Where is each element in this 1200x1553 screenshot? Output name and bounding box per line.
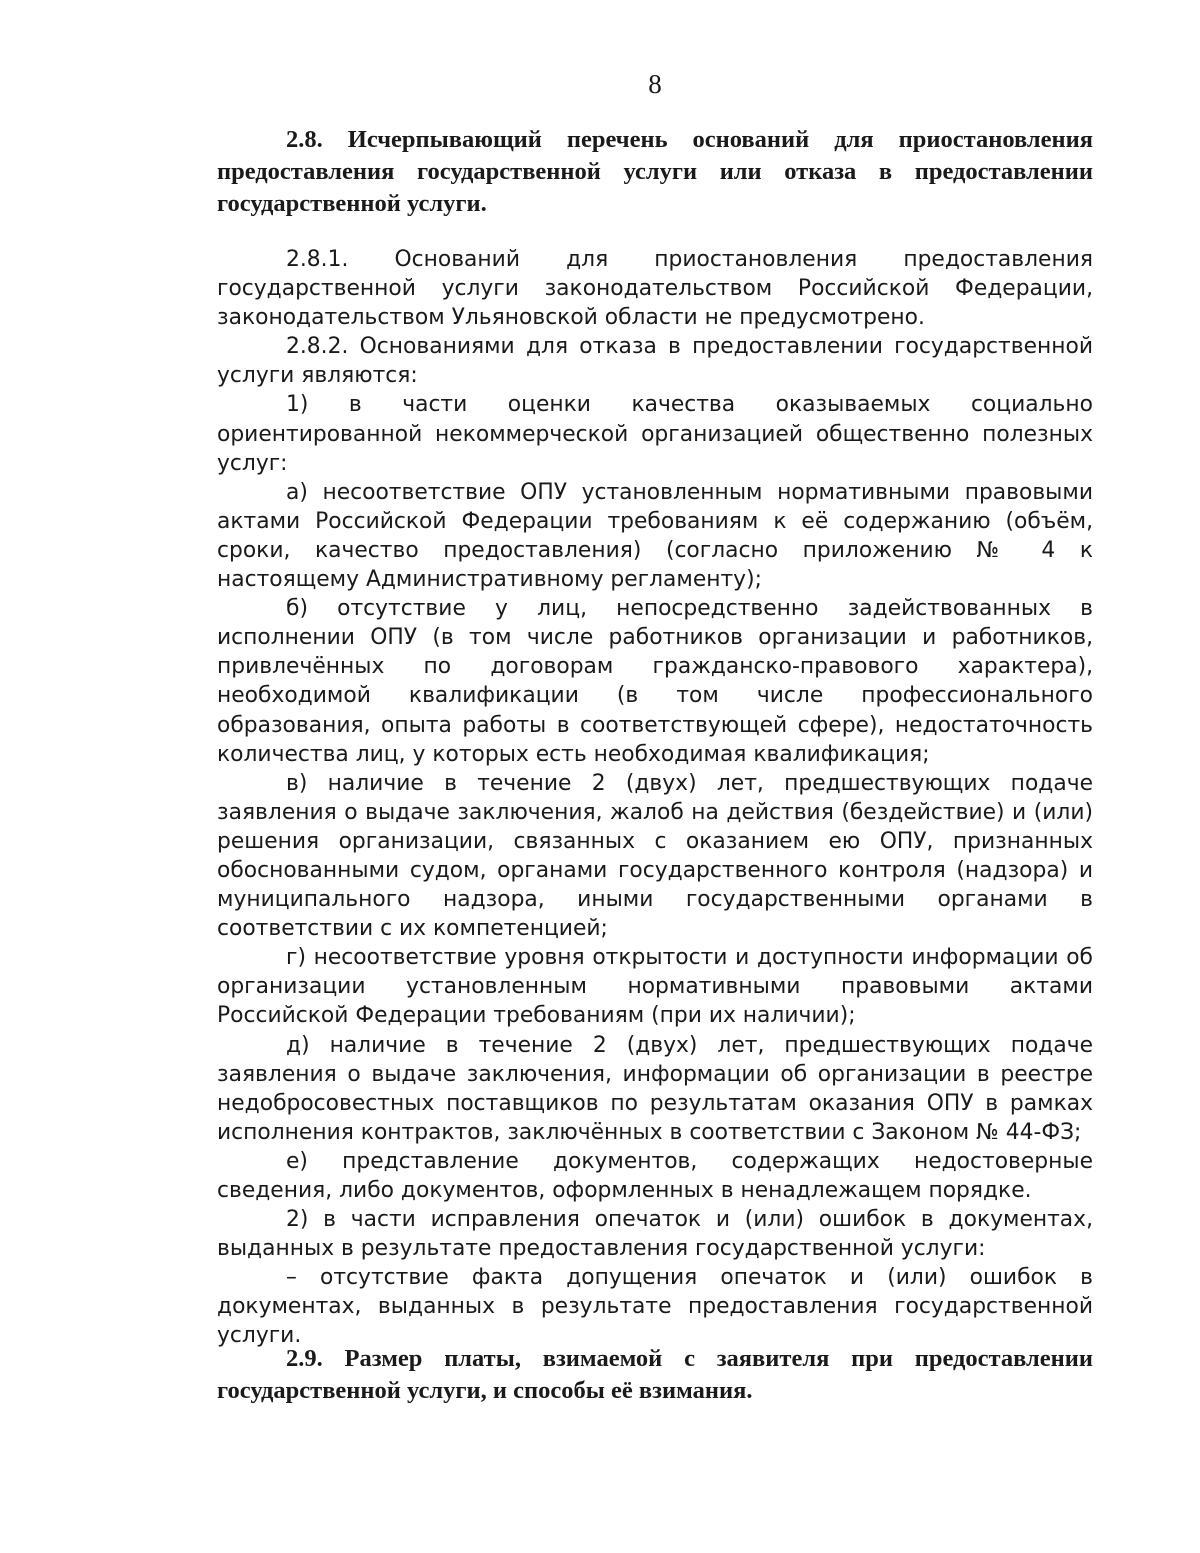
page-number: 8 [648,69,662,99]
paragraph-item-2: 2) в части исправления опечаток и (или) ошибок в документах, выданных в результате предоставления государственной услуги: [217,1207,1093,1262]
paragraph-item-e: е) представление документов, содержащих недостоверные сведения, либо документов, оформленных в ненадлежащем порядке. [217,1148,1093,1203]
paragraph-2-8-2: 2.8.2. Основаниями для отказа в предоставлении государственной услуги являются: [217,334,1093,389]
paragraph-item-d: д) наличие в течение 2 (двух) лет, предшествующих подаче заявления о выдаче заключения, информации об организации в реестре недобросовестных поставщиков по результатам оказания ОПУ в рамках исполнения контрактов, заключённых в соответствии с Законом № 44-ФЗ; [217,1032,1093,1145]
paragraph-2-8-1: 2.8.1. Оснований для приостановления предоставления государственной услуги законодательством Российской Федерации, законодательством Ульяновской области не предусмотрено. [217,247,1093,331]
section-2-8-heading: 2.8. Исчерпывающий перечень оснований для приостановления предоставления государственной услуги или отказа в предоставлении государственной услуги. [217,126,1093,217]
paragraph-item-g: г) несоответствие уровня открытости и доступности информации об организации установленным нормативными правовыми актами Российской Федерации требованиям (при их наличии); [217,945,1093,1029]
paragraph-item-1: 1) в части оценки качества оказываемых социально ориентированной некоммерческой организацией общественно полезных услуг: [217,392,1093,476]
paragraph-item-b: б) отсутствие у лиц, непосредственно задействованных в исполнении ОПУ (в том числе работников организации и работников, привлечённых по договорам гражданско-правового характера), необходимой квалификации (в том числе профессионального образования, опыта работы в соответствующей сфере), недостаточность количества лиц, у которых есть необходимая квалификация; [217,596,1093,767]
paragraph-item-dash: – отсутствие факта допущения опечаток и (или) ошибок в документах, выданных в результате предоставления государственной услуги. [217,1265,1093,1349]
paragraph-item-a: а) несоответствие ОПУ установленным нормативными правовыми актами Российской Федерации требованиям к её содержанию (объём, сроки, качество предоставления) (согласно приложению № 4 к настоящему Административному регламенту); [217,479,1093,593]
section-2-9-heading: 2.9. Размер платы, взимаемой с заявителя при предоставлении государственной услуги, и способы её взимания. [217,1345,1093,1404]
paragraph-item-v: в) наличие в течение 2 (двух) лет, предшествующих подаче заявления о выдаче заключения, жалоб на действия (бездействие) и (или) решения организации, связанных с оказанием ею ОПУ, признанных обоснованными судом, органами государственного контроля (надзора) и муниципального надзора, иными государственными органами в соответствии с их компетенцией; [217,770,1093,942]
section-2-8-body [217,245,1093,1351]
